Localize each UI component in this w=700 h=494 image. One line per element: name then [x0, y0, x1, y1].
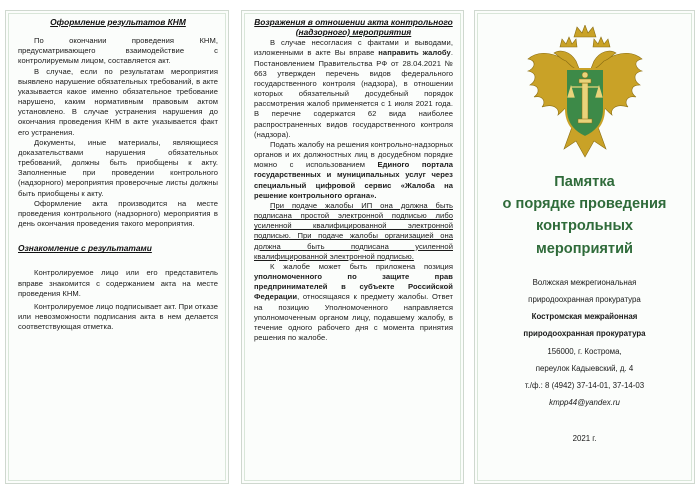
- year: 2021 г.: [572, 433, 597, 443]
- org-line-3: Костромская межрайонная: [531, 312, 638, 322]
- title-line-3: контрольных: [535, 218, 634, 235]
- paragraph-violation: В случае, если по результатам мероприятия выявлено нарушение обязательных требований, в акте указывается какое именно обязательное требование нарушено, каким нормативным правовым актом установлено. В случае устранения нарушения до окончания проведения КНМ в акте указывается факт его устранения.: [18, 66, 218, 137]
- paragraph-ombudsman: К жалобе может быть приложена позиция уполномоченного по защите прав предпринимателей в субъекте Российской Федерации, относящаяся к предмету жалобы. Ответ на позицию Уполномоченного направляется уполномоченным органом лицу, подавшему жалобу, в течение одного рабочего дня с момента принятия решения по жалобе.: [254, 261, 453, 343]
- org-line-1: Волжская межрегиональная: [532, 277, 637, 287]
- organization-info: [483, 274, 686, 412]
- address-line-1: 156000, г. Кострома,: [547, 346, 622, 356]
- org-line-2: природоохранная прокуратура: [528, 294, 641, 304]
- middle-panel: [241, 10, 464, 484]
- paragraph-portal: Подать жалобу на решения контрольно-надзорных органов и их должностных лиц в досудебном порядке можно с использованием Единого портала государственных и муниципальных услуг через специальный цифровой сервис «Жалоба на решение контрольного органа».: [254, 139, 453, 200]
- paragraph-signature: При подаче жалобы ИП она должна быть подписана простой электронной подписью либо усиленной квалифицированной электронной подписью. При подаче жалобы организацией она должна быть подписана усиленной квалифицированной электронной подписью.: [254, 200, 453, 261]
- title-line-4: мероприятий: [535, 240, 634, 257]
- title-line-2: о порядке проведения: [502, 196, 667, 213]
- email: kmpp44@yandex.ru: [549, 398, 620, 408]
- left-panel: [5, 10, 229, 484]
- paragraph-act: По окончании проведения КНМ, предусматривающего взаимодействие с контролируемым лицом, составляется акт.: [18, 36, 218, 66]
- title-line-1: Памятка: [554, 174, 615, 190]
- right-panel: [474, 10, 695, 484]
- heading-results: Оформление результатов КНМ: [50, 17, 186, 27]
- prosecutor-emblem-icon: [524, 25, 646, 159]
- paragraph-familiarize: Контролируемое лицо или его представитель вправе знакомится с содержанием акта на месте проведения КНМ.: [18, 268, 218, 298]
- paragraph-documents: Документы, иные материалы, являющиеся доказательствами нарушения обязательных требований, должны быть приобщены к акту. Заполненные при проведении контрольного (надзорного) мероприятия проверочные листы должны быть приобщены к акту.: [18, 137, 218, 198]
- heading-objections: Возражения в отношении акта контрольного (надзорного) мероприятия: [254, 17, 453, 38]
- paragraph-complaint: В случае несогласия с фактами и выводами, изложенными в акте Вы вправе направить жалобу. Постановлением Правительства РФ от 28.04.2021 № 663 утвержден перечень видов федерального государственного контроля (надзора), в отношении которых обязательный досудебный порядок рассмотрения жалоб применяется с 1 июля 2021 года. В перечне содержатся 62 вида наиболее распространенных видов государственного контроля (надзора).: [254, 38, 453, 139]
- heading-familiarization: Ознакомление с результатами: [18, 243, 152, 254]
- org-line-4: природоохранная прокуратура: [523, 329, 646, 339]
- phone: т./ф.: 8 (4942) 37-14-01, 37-14-03: [524, 381, 645, 391]
- paragraph-act-place: Оформление акта производится на месте проведения контрольного (надзорного) мероприятия в день окончания проведения такого мероприятия.: [18, 198, 218, 229]
- paragraph-sign: Контролируемое лицо подписывает акт. При отказе или невозможности подписания акта в нем делается соответствующая отметка.: [18, 301, 218, 332]
- brochure-title: [483, 171, 686, 260]
- address-line-2: переулок Кадыевский, д. 4: [535, 363, 634, 373]
